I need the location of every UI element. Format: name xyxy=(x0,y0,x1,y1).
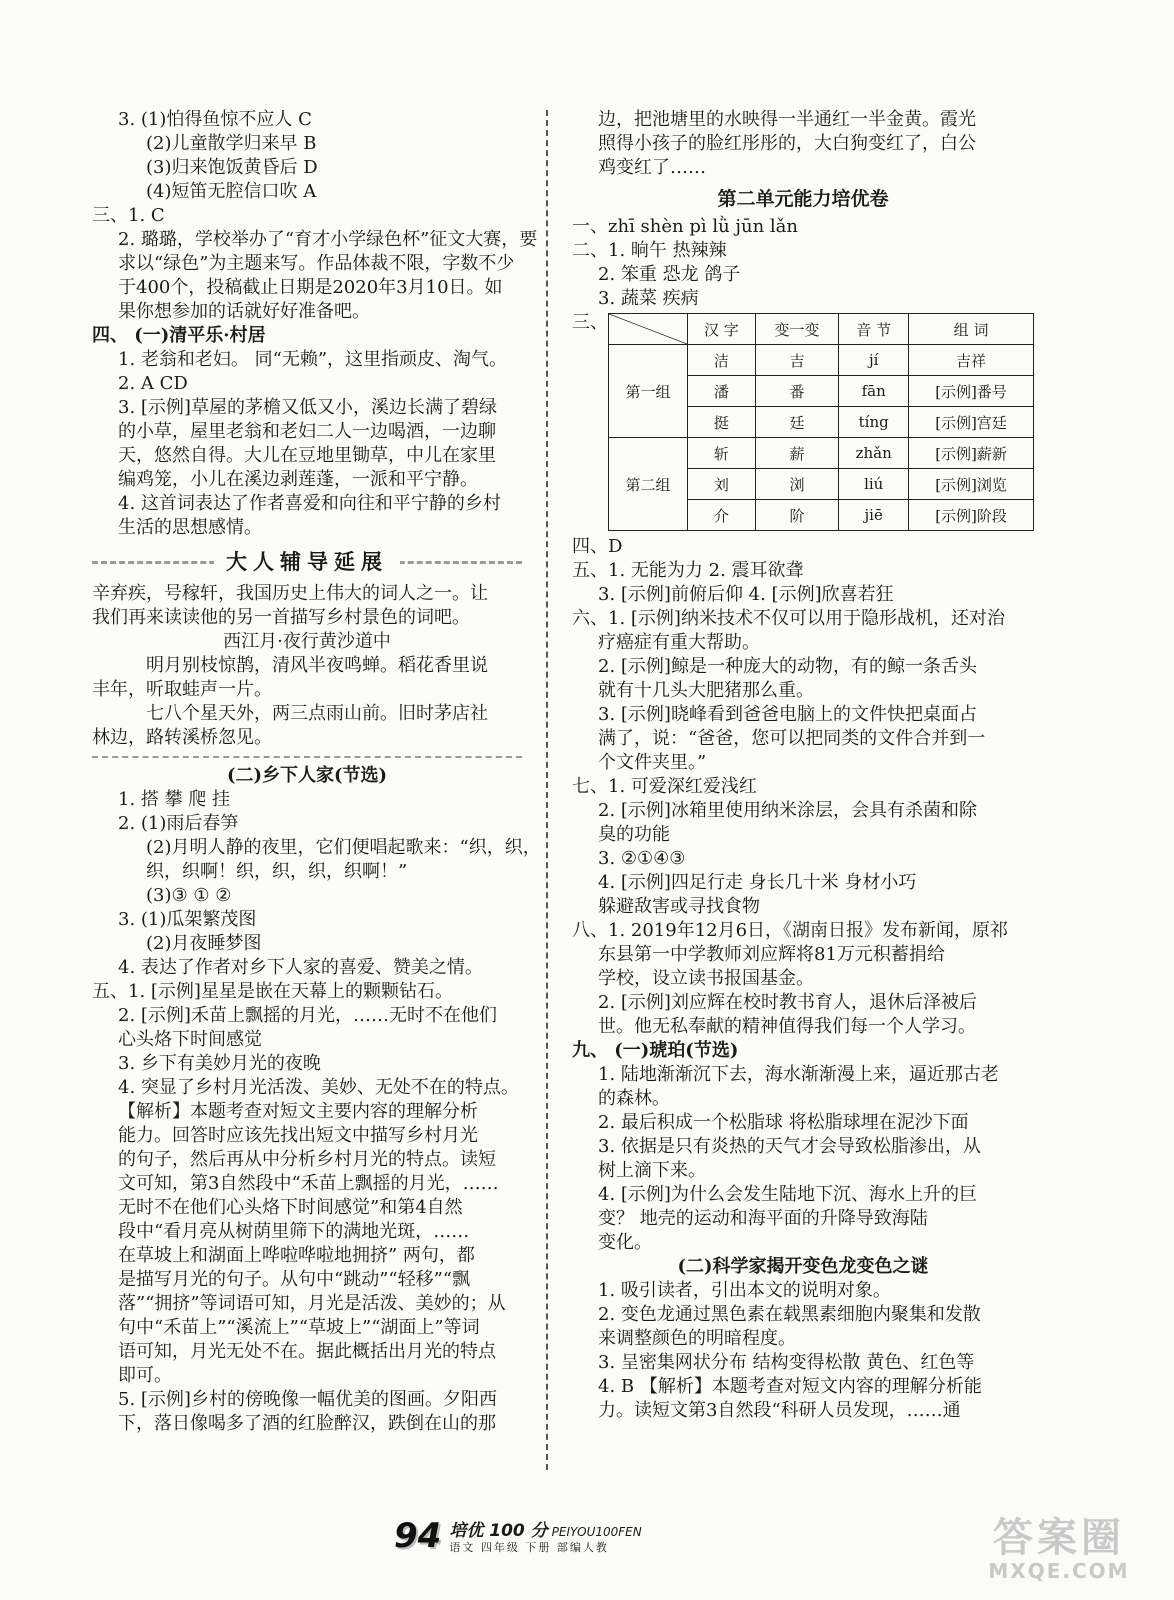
text-line: 段中“看月亮从树荫里筛下的满地光斑，…… xyxy=(118,1221,470,1242)
section-title: 第二单元能力培优卷 xyxy=(717,188,889,210)
table-label: 三、 xyxy=(572,312,608,333)
text-line: 力。读短文第3自然段“科研人员发现，……通 xyxy=(598,1400,961,1421)
text-line: 3. 依据是只有炎热的天气才会导致松脂渗出，从 xyxy=(598,1136,981,1157)
text-line: (二)乡下人家(节选) xyxy=(226,765,388,786)
table-cell: 刘 xyxy=(688,469,756,500)
text-line: 求以“绿色”为主题来写。作品体裁不限，字数不少 xyxy=(118,253,515,274)
text-line: 九、 (一)琥珀(节选) xyxy=(572,1040,739,1061)
text-line: 3. [示例]草屋的茅檐又低又小，溪边长满了碧绿 xyxy=(118,397,497,418)
text-line: 的句子，然后再从中分析乡村月光的特点。读短 xyxy=(118,1149,496,1170)
table-header-row xyxy=(609,314,1034,345)
text-line: (3)归来饱饭黄昏后 D xyxy=(146,157,318,178)
text-line: 照得小孩子的脸红彤彤的，大白狗变红了，白公 xyxy=(598,133,976,154)
table-row xyxy=(609,438,1034,469)
table-cell: tíng xyxy=(839,407,909,438)
text-line: 5. [示例]乡村的傍晚像一幅优美的图画。夕阳西 xyxy=(118,1389,497,1410)
text-line: 2. [示例]冰箱里使用纳米涂层，会具有杀菌和除 xyxy=(598,800,977,821)
text-line: 2. (1)雨后春笋 xyxy=(118,813,239,834)
text-line: 五、1. [示例]星星是嵌在天幕上的颗颗钻石。 xyxy=(92,981,453,1002)
text-line: 3. 蔬菜 疾病 xyxy=(598,288,699,309)
table-header-cell: 变一变 xyxy=(755,314,839,345)
text-line: 4. [示例]四足行走 身长几十米 身材小巧 xyxy=(598,872,917,893)
text-line: (2)月夜睡梦图 xyxy=(146,933,262,954)
right-mid-text xyxy=(572,215,1034,311)
text-line: 天，悠然自得。大儿在豆地里锄草，中儿在家里 xyxy=(118,445,496,466)
text-line: 边，把池塘里的水映得一半通红一半金黄。霞光 xyxy=(598,109,976,130)
text-line: 三、1. C xyxy=(92,205,165,226)
table-block xyxy=(572,311,1034,535)
text-line: 下，落日像喝多了酒的红脸醉汉，跌倒在山的那 xyxy=(118,1413,496,1434)
table-header-cell: 组 词 xyxy=(909,314,1034,345)
text-line: 3. [示例]晓峰看到爸爸电脑上的文件快把桌面占 xyxy=(598,704,977,725)
text-line: 六、1. [示例]纳米技术不仅可以用于隐形战机，还对治 xyxy=(572,608,1005,629)
table-cell: 洁 xyxy=(688,345,756,376)
table-cell: 吉 xyxy=(755,345,839,376)
text-line: 二、1. 晌午 热辣辣 xyxy=(572,240,727,261)
text-line: 2. 笨重 恐龙 鸽子 xyxy=(598,264,741,285)
table-cell: [示例]浏览 xyxy=(909,469,1034,500)
text-line: 3. ②①④③ xyxy=(598,848,686,869)
text-line: 明月别枝惊鹊，清风半夜鸣蝉。稻花香里说 xyxy=(146,655,488,676)
brand-title: 培优 100 分 xyxy=(449,1521,548,1541)
text-line: 林边，路转溪桥忽见。 xyxy=(92,727,272,748)
watermark-logo xyxy=(974,1516,1144,1586)
dashed-rule xyxy=(92,756,522,758)
table-cell: jiē xyxy=(839,500,909,531)
text-line: 落”“拥挤”等词语可知，月光是活泼、美妙的；从 xyxy=(118,1293,506,1314)
text-line: 丰年，听取蛙声一片。 xyxy=(92,679,272,700)
table-cell: 浏 xyxy=(755,469,839,500)
table-cell: 挺 xyxy=(688,407,756,438)
text-line: 个文件夹里。” xyxy=(598,752,707,773)
text-line: 无时不在他们心头烙下时间感觉”和第4自然 xyxy=(118,1197,463,1218)
right-bottom-text xyxy=(572,535,1034,1423)
text-line: 辛弃疾，号稼轩，我国历史上伟大的词人之一。让 xyxy=(92,583,488,604)
watermark-bottom: MXQE.COM xyxy=(988,1559,1130,1583)
text-line: 一、zhī shèn pì lǜ jūn lǎn xyxy=(572,216,798,237)
text-line: 能力。回答时应该先找出短文中描写乡村月光 xyxy=(118,1125,478,1146)
text-line: 4. [示例]为什么会发生陆地下沉、海水上升的巨 xyxy=(598,1184,977,1205)
text-line: 就有十几头大肥猪那么重。 xyxy=(598,680,814,701)
text-line: 在草坡上和湖面上哗啦哗啦地拥挤” 两句，都 xyxy=(118,1245,475,1266)
watermark-top: 答案圈 xyxy=(993,1515,1125,1561)
text-line: 文可知，第3自然段中“禾苗上飘摇的月光，…… xyxy=(118,1173,499,1194)
text-line: 1. 吸引读者，引出本文的说明对象。 xyxy=(598,1280,891,1301)
text-line: 2. [示例]禾苗上飘摇的月光，……无时不在他们 xyxy=(118,1005,497,1026)
text-line: (3)③ ① ② xyxy=(146,885,232,906)
book-meta: 语文 四年级 下册 部编人教 xyxy=(449,1541,609,1554)
text-line: 变？ 地壳的运动和海平面的升降导致海陆 xyxy=(598,1208,928,1229)
table-cell: jí xyxy=(839,345,909,376)
right-top-text xyxy=(572,108,1034,180)
banner-text: 大人辅导延展 xyxy=(214,546,400,576)
diagonal-header-cell xyxy=(609,314,688,345)
text-line: 树上滴下来。 xyxy=(598,1160,706,1181)
text-line: 的小草，屋里老翁和老妇二人一边喝酒，一边聊 xyxy=(118,421,496,442)
text-line: 【解析】本题考查对短文主要内容的理解分析 xyxy=(118,1101,478,1122)
text-line: 3. 乡下有美妙月光的夜晚 xyxy=(118,1053,321,1074)
text-line: 1. 搭 攀 爬 挂 xyxy=(118,789,231,810)
text-line: 的森林。 xyxy=(598,1088,670,1109)
text-line: 语可知，月光无处不在。据此概括出月光的特点 xyxy=(118,1341,496,1362)
table-cell: [示例]阶段 xyxy=(909,500,1034,531)
text-line: 五、1. 无能为力 2. 震耳欲聋 xyxy=(572,560,804,581)
table-header-cell: 汉 字 xyxy=(688,314,756,345)
text-line: 四、 (一)清平乐·村居 xyxy=(92,325,266,346)
text-line: 4. 突显了乡村月光活泼、美妙、无处不在的特点。 xyxy=(118,1077,519,1098)
text-line: 2. 变色龙通过黑色素在载黑素细胞内聚集和发散 xyxy=(598,1304,981,1325)
text-line: 疗癌症有重大帮助。 xyxy=(598,632,760,653)
text-line: (4)短笛无腔信口吹 A xyxy=(146,181,317,202)
table-cell: liú xyxy=(839,469,909,500)
text-line: 生活的思想感情。 xyxy=(118,517,262,538)
table-cell: [示例]薪新 xyxy=(909,438,1034,469)
text-line: 1. 陆地渐渐沉下去，海水渐渐漫上来，逼近那古老 xyxy=(598,1064,999,1085)
text-line: (二)科学家揭开变色龙变色之谜 xyxy=(677,1256,929,1277)
text-line: 臭的功能 xyxy=(598,824,670,845)
group-label-cell: 第一组 xyxy=(609,345,688,438)
diagonal-line xyxy=(609,314,687,344)
text-line: 是描写月光的句子。从句中“跳动”“轻移”“飘 xyxy=(118,1269,471,1290)
text-line: 来调整颜色的明暗程度。 xyxy=(598,1328,796,1349)
text-line: 鸡变红了…… xyxy=(598,157,706,178)
text-line: 句中“禾苗上”“溪流上”“草坡上”“湖面上”等词 xyxy=(118,1317,480,1338)
text-line: 织，织啊！织，织，织，织啊！” xyxy=(146,861,408,882)
text-line: 3. [示例]前俯后仰 4. [示例]欣喜若狂 xyxy=(598,584,894,605)
text-line: (2)儿童散学归来早 B xyxy=(146,133,317,154)
text-line: 世。他无私奉献的精神值得我们每一个人学习。 xyxy=(598,1016,976,1037)
text-line: 于400个，投稿截止日期是2020年3月10日。如 xyxy=(118,277,503,298)
column-divider xyxy=(546,110,548,1470)
character-table xyxy=(608,313,1034,531)
table-cell: 阶 xyxy=(755,500,839,531)
table-cell: fān xyxy=(839,376,909,407)
right-column xyxy=(572,108,1034,1423)
text-line: 4. 表达了作者对乡下人家的喜爱、赞美之情。 xyxy=(118,957,483,978)
text-line: 2. 璐璐，学校举办了“育才小学绿色杯”征文大赛，要 xyxy=(118,229,538,250)
table-cell: 潘 xyxy=(688,376,756,407)
text-line: 七八个星天外，两三点雨山前。旧时茅店社 xyxy=(146,703,488,724)
text-line: 即可。 xyxy=(118,1365,172,1386)
group-label-cell: 第二组 xyxy=(609,438,688,531)
text-line: 躲避敌害或寻找食物 xyxy=(598,896,760,917)
text-line: 八、1. 2019年12月6日，《湖南日报》发布新闻，原祁 xyxy=(572,920,1009,941)
table-cell: 吉祥 xyxy=(909,345,1034,376)
brand-block xyxy=(449,1523,641,1556)
text-line: 心头烙下时间感觉 xyxy=(118,1029,262,1050)
text-line: 西江月·夜行黄沙道中 xyxy=(223,631,391,652)
text-line: 变化。 xyxy=(598,1232,652,1253)
text-line: 1. 老翁和老妇。 同“无赖”，这里指顽皮、淘气。 xyxy=(118,349,508,370)
table-cell: 番 xyxy=(755,376,839,407)
text-line: 2. 最后积成一个松脂球 将松脂球埋在泥沙下面 xyxy=(598,1112,969,1133)
table-header-cell: 音 节 xyxy=(839,314,909,345)
table-cell: 介 xyxy=(688,500,756,531)
text-line: 七、1. 可爱深红爱浅红 xyxy=(572,776,757,797)
text-line: 2. [示例]鲸是一种庞大的动物，有的鲸一条舌头 xyxy=(598,656,977,677)
text-line: 果你想参加的话就好好准备吧。 xyxy=(118,301,370,322)
text-line: 满了，说：“爸爸，您可以把同类的文件合并到一 xyxy=(598,728,986,749)
text-line: (2)月明人静的夜里，它们便唱起歌来：“织，织， xyxy=(146,837,541,858)
text-line: 2. A CD xyxy=(118,373,188,394)
text-line: 我们再来读读他的另一首描写乡村景色的词吧。 xyxy=(92,607,470,628)
text-line: 3. 呈密集网状分布 结构变得松散 黄色、红色等 xyxy=(598,1352,975,1373)
text-line: 3. (1)瓜架繁茂图 xyxy=(118,909,257,930)
table-cell: 斩 xyxy=(688,438,756,469)
table-cell: 廷 xyxy=(755,407,839,438)
table-cell: [示例]番号 xyxy=(909,376,1034,407)
tutoring-banner xyxy=(92,544,522,578)
table-cell: 薪 xyxy=(755,438,839,469)
text-line: 4. B 【解析】本题考查对短文内容的理解分析能 xyxy=(598,1376,982,1397)
page-number: 94 xyxy=(394,1516,442,1556)
text-line: 东县第一中学教师刘应辉将81万元积蓄捐给 xyxy=(598,944,945,965)
brand-en: PEIYOU100FEN xyxy=(551,1525,642,1539)
text-line: 学校，设立读书报国基金。 xyxy=(598,968,814,989)
text-line: 3. (1)怕得鱼惊不应人 C xyxy=(118,109,312,130)
brand-name xyxy=(449,1523,641,1540)
text-line: 四、D xyxy=(572,536,623,557)
text-line: 编鸡笼，小儿在溪边剥莲蓬，一派和平宁静。 xyxy=(118,469,478,490)
page-footer xyxy=(394,1512,642,1556)
table-cell: [示例]宫廷 xyxy=(909,407,1034,438)
table-cell: zhǎn xyxy=(839,438,909,469)
table-row xyxy=(609,345,1034,376)
text-line: 4. 这首词表达了作者喜爱和向往和平宁静的乡村 xyxy=(118,493,501,514)
text-line: 2. [示例]刘应辉在校时教书育人，退休后泽被后 xyxy=(598,992,977,1013)
left-column xyxy=(92,108,541,1436)
